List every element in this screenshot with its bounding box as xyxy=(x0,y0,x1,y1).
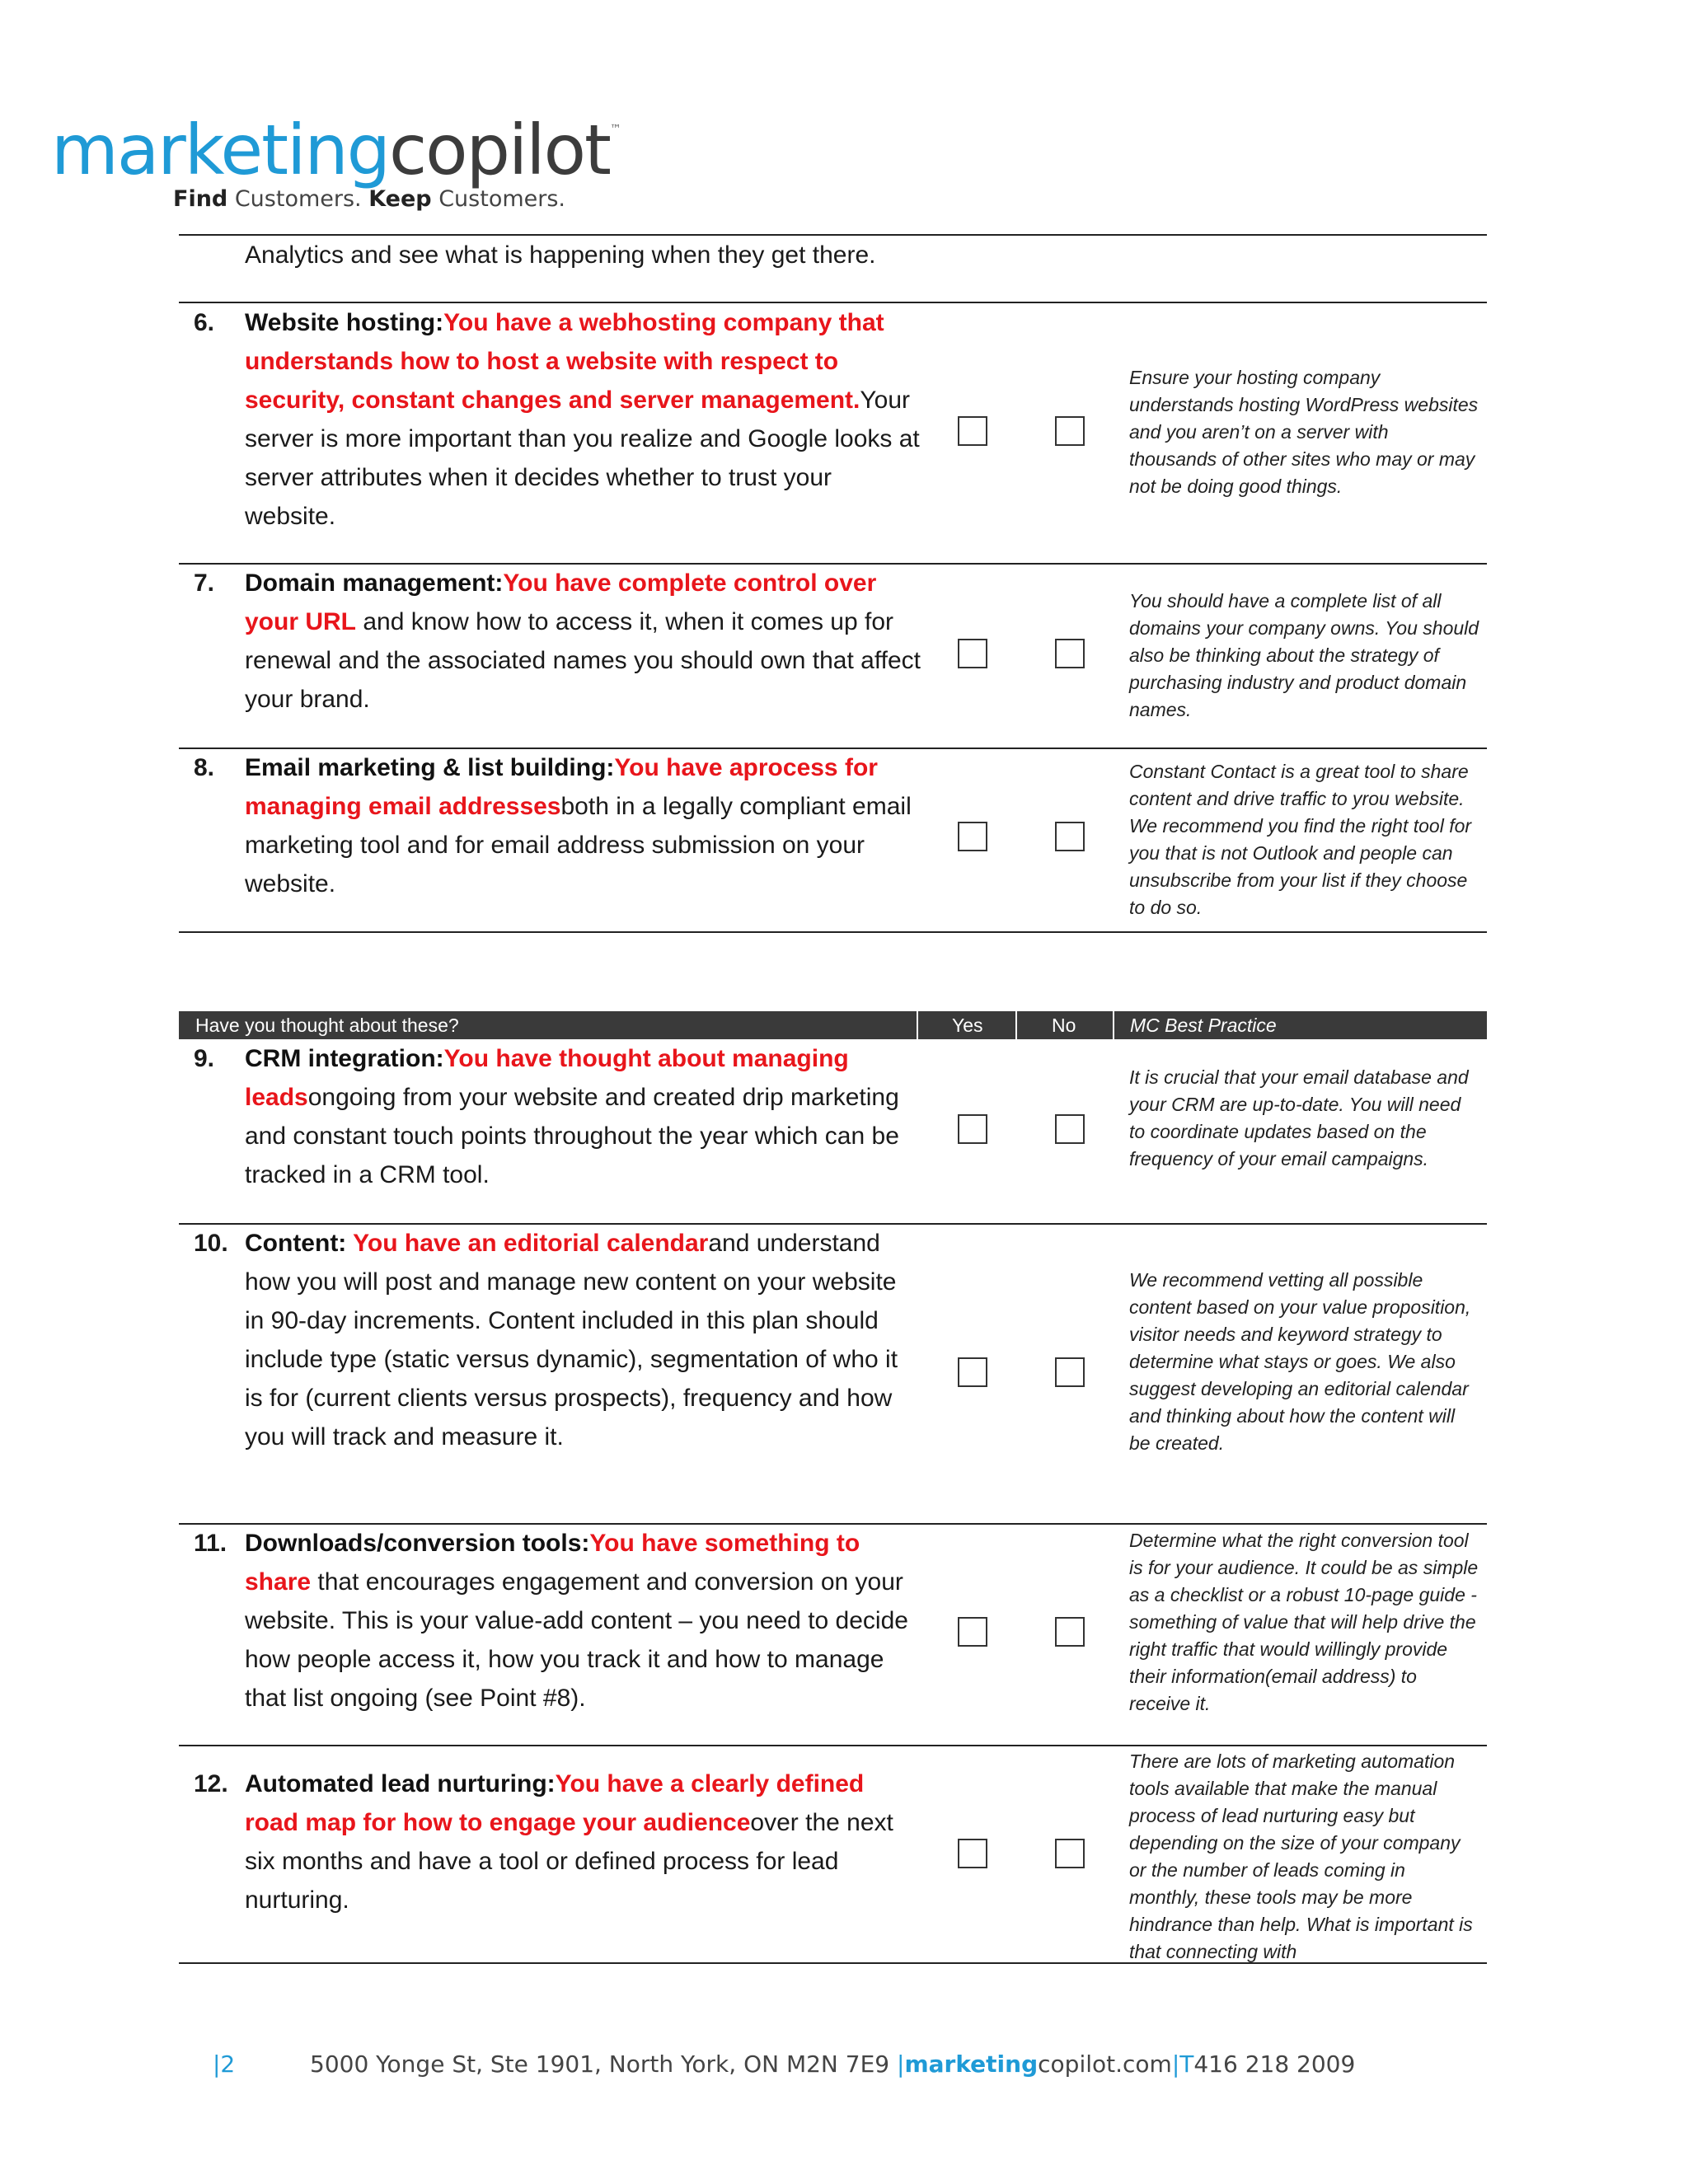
no-checkbox[interactable] xyxy=(1055,416,1085,446)
logo-wordmark: marketingcopilot™ xyxy=(51,110,620,190)
no-checkbox[interactable] xyxy=(1055,1839,1085,1868)
continuation-text: Analytics and see what is happening when they get there. xyxy=(245,241,876,269)
no-checkbox[interactable] xyxy=(1055,639,1085,668)
divider xyxy=(179,1745,1487,1746)
table-header xyxy=(179,1011,1487,1039)
item-number: 11. xyxy=(194,1530,227,1557)
yes-checkbox[interactable] xyxy=(958,1114,987,1144)
best-practice-note: It is crucial that your email database and your CRM are up-to-date. You will need to coordinate updates based on the frequency of your email campaigns. xyxy=(1129,1066,1469,1169)
item-question: Downloads/conversion tools:You have something to share that encourages engagement and conversion on your website. This is your value-add content – you need to decide how people access it, how you track it and how to manage that list ongoing (see Point #8). xyxy=(245,1530,908,1712)
item-number: 8. xyxy=(194,754,215,781)
best-practice-note: Determine what the right conversion tool is for your audience. It could be as simple as a checklist or a robust 10-page guide - something of value that will help drive the right traffic that would willingly provide their information(email address) to receive it. xyxy=(1129,1530,1479,1714)
no-checkbox[interactable] xyxy=(1055,1114,1085,1144)
yes-checkbox[interactable] xyxy=(958,639,987,668)
item-number: 12. xyxy=(194,1770,228,1797)
footer-contact: 5000 Yonge St, Ste 1901, North York, ON M2N 7E9 |marketingcopilot.com|T416 218 2009 xyxy=(310,2050,1356,2078)
item-question: Domain management:You have complete control over your URL and know how to access it, when it comes up for renewal and the associated names you should own that affect your brand. xyxy=(245,569,921,713)
item-question: Content: You have an editorial calendarand understand how you will post and manage new content on your website in 90-day increments. Content included in this plan should include type (static versus dynamic), segmentation of who it is for (current clients versus prospects), frequency and how you will track and measure it. xyxy=(245,1230,898,1451)
item-number: 9. xyxy=(194,1045,215,1072)
best-practice-note: We recommend vetting all possible content based on your value proposition, visitor needs and keyword strategy to determine what stays or goes. We also suggest developing an editorial calendar and thinking about how the content will be created. xyxy=(1129,1269,1471,1454)
no-checkbox[interactable] xyxy=(1055,1617,1085,1647)
no-checkbox[interactable] xyxy=(1055,1357,1085,1387)
item-number: 10. xyxy=(194,1230,228,1257)
divider xyxy=(179,1962,1487,1964)
logo-tagline: Find Customers. Keep Customers. xyxy=(173,186,566,212)
best-practice-note: There are lots of marketing automation tools available that make the manual process of lead nurturing easy but depending on the size of your company or the number of leads coming in monthly, these tools may be more hindrance than help. What is important is that connecting with xyxy=(1129,1750,1473,1962)
item-question: CRM integration:You have thought about managing leadsongoing from your website and created drip marketing and constant touch points throughout the year which can be tracked in a CRM tool. xyxy=(245,1045,899,1188)
item-question: Email marketing & list building:You have aprocess for managing email addressesboth in a legally compliant email marketing tool and for email address submission on your website. xyxy=(245,754,912,898)
item-question: Automated lead nurturing:You have a clearly defined road map for how to engage your audienceover the next six months and have a tool or defined process for lead nurturing. xyxy=(245,1770,893,1914)
header-separator xyxy=(1015,1011,1017,1039)
best-practice-note: Constant Contact is a great tool to share content and drive traffic to yrou website. We recommend you find the right tool for you that is not Outlook and people can unsubscribe from your list if they choose to do so. xyxy=(1129,761,1472,918)
header-best-practice: MC Best Practice xyxy=(1130,1015,1277,1036)
item-number: 6. xyxy=(194,309,215,336)
divider xyxy=(179,931,1487,933)
header-no: No xyxy=(1052,1015,1076,1036)
yes-checkbox[interactable] xyxy=(958,1839,987,1868)
header-separator xyxy=(917,1011,918,1039)
item-question: Website hosting:You have a webhosting company that understands how to host a website with respect to security, constant changes and server management.Your server is more important than you realize and Google looks at server attributes when it decides whether to trust your website. xyxy=(245,309,920,530)
company-logo xyxy=(51,110,620,212)
best-practice-note: You should have a complete list of all domains your company owns. You should also be thinking about the strategy of purchasing industry and product domain names. xyxy=(1129,590,1479,720)
header-yes: Yes xyxy=(952,1015,983,1036)
header-question: Have you thought about these? xyxy=(195,1015,459,1036)
page-number: |2 xyxy=(213,2050,236,2078)
yes-checkbox[interactable] xyxy=(958,822,987,851)
best-practice-note: Ensure your hosting company understands hosting WordPress websites and you aren’t on a server with thousands of other sites who may or may not be doing good things. xyxy=(1129,367,1479,497)
header-separator xyxy=(1113,1011,1114,1039)
no-checkbox[interactable] xyxy=(1055,822,1085,851)
yes-checkbox[interactable] xyxy=(958,416,987,446)
item-number: 7. xyxy=(194,569,215,597)
yes-checkbox[interactable] xyxy=(958,1617,987,1647)
yes-checkbox[interactable] xyxy=(958,1357,987,1387)
